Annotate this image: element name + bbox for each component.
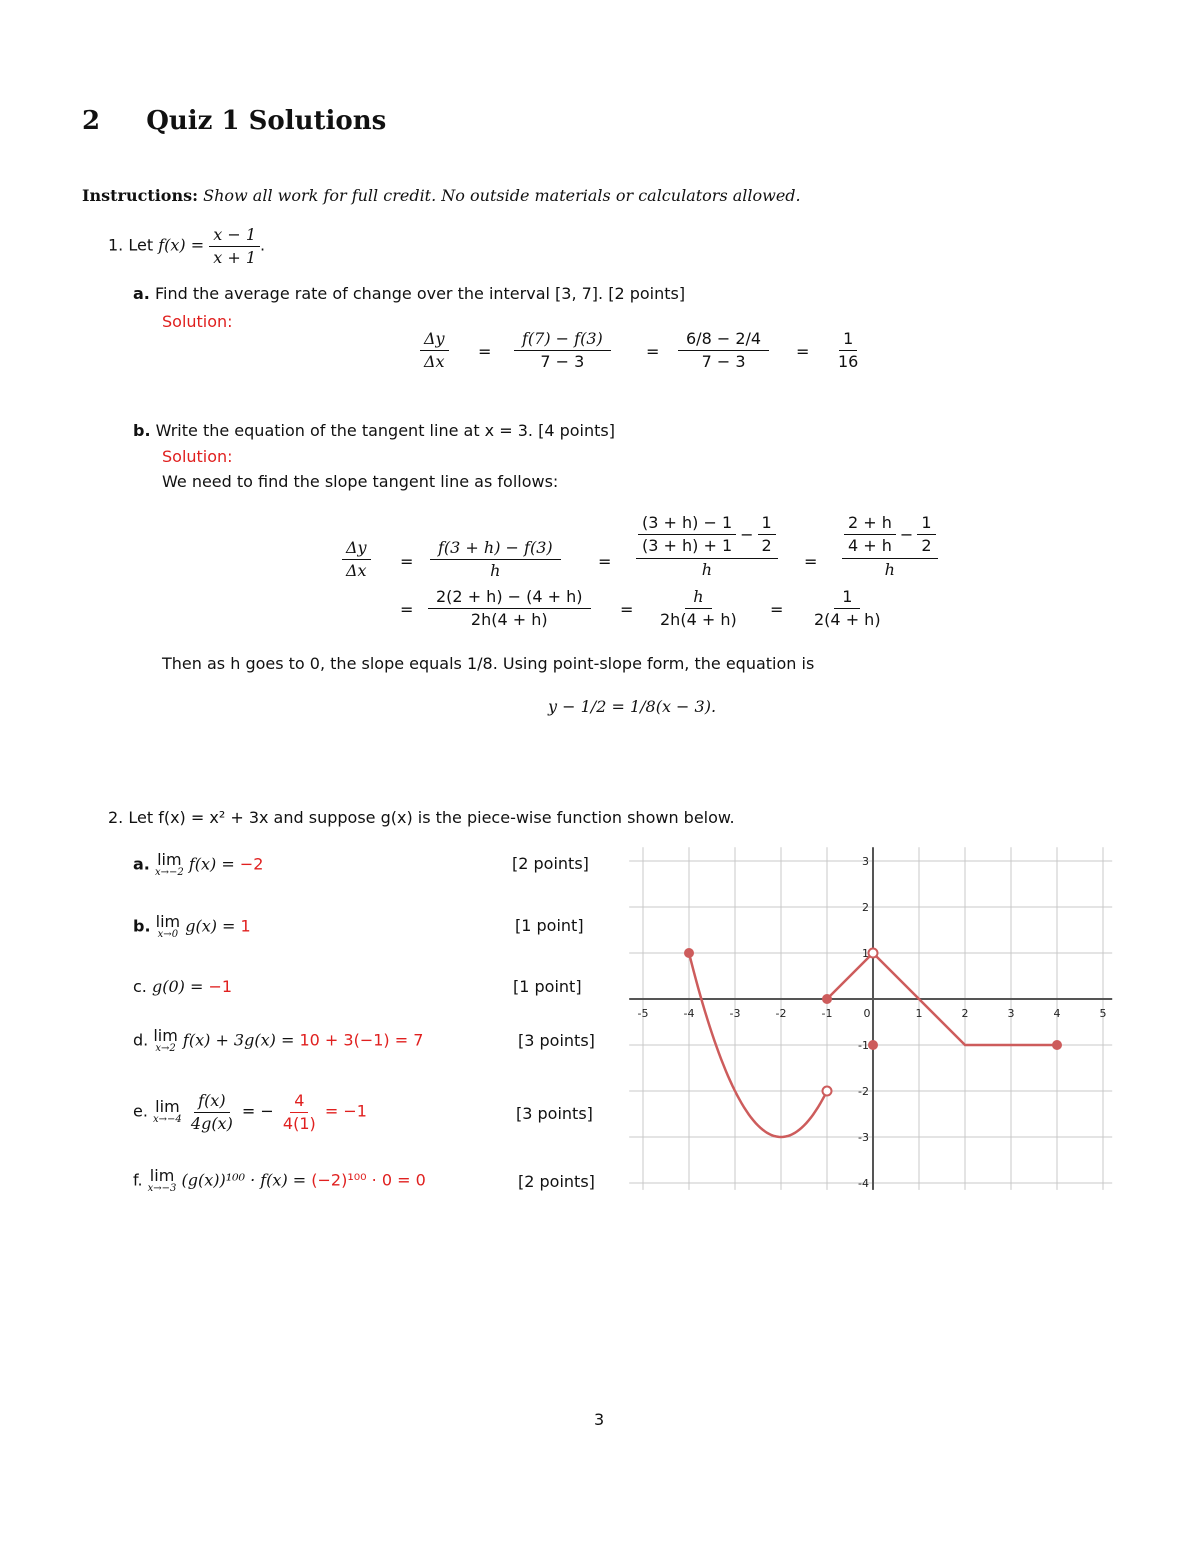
q1b-question: b. Write the equation of the tangent line at x = 3. [4 points] bbox=[133, 421, 615, 440]
q1b-then: Then as h goes to 0, the slope equals 1/8. Using point-slope form, the equation is bbox=[162, 654, 815, 673]
q2a-points: [2 points] bbox=[512, 854, 589, 873]
q2d: d. lim x→2 f(x) + 3g(x) = 10 + 3(−1) = 7 bbox=[133, 1026, 424, 1054]
q2e: e. lim x→−4 $\frac{f(x)}{4g(x)}$ = − $\frac{4}{4(1)}$ = −1 bbox=[133, 1091, 367, 1133]
x-tick-label: -2 bbox=[775, 1007, 787, 1020]
y-tick-label: 1 bbox=[862, 947, 869, 960]
page-number: 3 bbox=[594, 1410, 605, 1429]
closed-point bbox=[685, 949, 694, 958]
q1b-intro: We need to find the slope tangent line as follows: bbox=[162, 472, 559, 491]
q2-statement: 2. Let f(x) = x² + 3x and suppose g(x) is the piece-wise function shown below. bbox=[108, 808, 735, 827]
y-tick-label: 2 bbox=[862, 901, 869, 914]
q1-fx: f(x) = bbox=[158, 235, 205, 255]
x-tick-label: 3 bbox=[1007, 1007, 1015, 1020]
closed-point bbox=[869, 1041, 878, 1050]
y-tick-label: -4 bbox=[858, 1177, 869, 1190]
q1a-question: a. Find the average rate of change over the interval [3, 7]. [2 points] bbox=[133, 284, 686, 303]
x-tick-label: 5 bbox=[1099, 1007, 1107, 1020]
q2f: f. lim x→−3 (g(x))¹⁰⁰ · f(x) = (−2)¹⁰⁰ · 0 = 0 bbox=[133, 1166, 426, 1194]
q1b-complex-fraction-2: $\frac{2 + h}{4 + h}$ − $\frac{1}{2}$ h bbox=[842, 512, 938, 581]
y-tick-label: -2 bbox=[858, 1085, 869, 1098]
q2b: b. lim x→0 g(x) = 1 bbox=[133, 912, 251, 940]
open-point bbox=[869, 949, 878, 958]
x-tick-label: 4 bbox=[1053, 1007, 1061, 1020]
open-point bbox=[823, 1087, 832, 1096]
q2d-points: [3 points] bbox=[518, 1031, 595, 1050]
q2a: a. lim x→−2 f(x) = −2 bbox=[133, 850, 264, 878]
x-tick-label: 2 bbox=[961, 1007, 969, 1020]
q1-lead: 1. Let bbox=[108, 235, 154, 255]
section-number: 2 bbox=[82, 106, 101, 136]
x-tick-label: -1 bbox=[821, 1007, 833, 1020]
q2f-points: [2 points] bbox=[518, 1172, 595, 1191]
x-tick-label: -4 bbox=[683, 1007, 695, 1020]
piecewise-graph bbox=[620, 845, 1115, 1195]
instructions-text: Show all work for full credit. No outside materials or calculators allowed. bbox=[203, 186, 801, 205]
closed-point bbox=[1053, 1041, 1062, 1050]
y-tick-label: -3 bbox=[858, 1131, 869, 1144]
q2c-points: [1 point] bbox=[513, 977, 582, 996]
x-tick-label: 0 bbox=[863, 1007, 871, 1020]
x-tick-label: -5 bbox=[637, 1007, 649, 1020]
x-tick-label: -3 bbox=[729, 1007, 741, 1020]
q1-statement: 1. Let f(x) = $\frac{x - 1}{x + 1}$ . bbox=[108, 225, 266, 267]
q1a-equation: $\frac{\Delta y}{\Delta x}$ bbox=[420, 328, 449, 372]
section-heading bbox=[82, 106, 386, 136]
q1a-solution-label: Solution: bbox=[162, 312, 233, 331]
y-tick-label: -1 bbox=[858, 1039, 869, 1052]
section-title: Quiz 1 Solutions bbox=[146, 106, 387, 136]
instructions bbox=[82, 186, 801, 205]
closed-point bbox=[823, 995, 832, 1004]
q1b-dydx: $\frac{\Delta y}{\Delta x}$ bbox=[342, 537, 371, 581]
x-tick-label: 1 bbox=[915, 1007, 923, 1020]
q1b-complex-fraction-1: $\frac{(3 + h) - 1}{(3 + h) + 1}$ − $\frac{1}{2}$ h bbox=[636, 512, 778, 581]
q2b-points: [1 point] bbox=[515, 916, 584, 935]
q2c: c. g(0) = −1 bbox=[133, 977, 233, 996]
q1-fraction: $\frac{x - 1}{x + 1}$ bbox=[209, 224, 260, 268]
q2e-points: [3 points] bbox=[516, 1104, 593, 1123]
instructions-label: Instructions: bbox=[82, 186, 199, 205]
y-tick-label: 3 bbox=[862, 855, 869, 868]
q1b-solution-label: Solution: bbox=[162, 447, 233, 466]
q1b-final-equation: y − 1/2 = 1/8(x − 3). bbox=[548, 697, 717, 716]
